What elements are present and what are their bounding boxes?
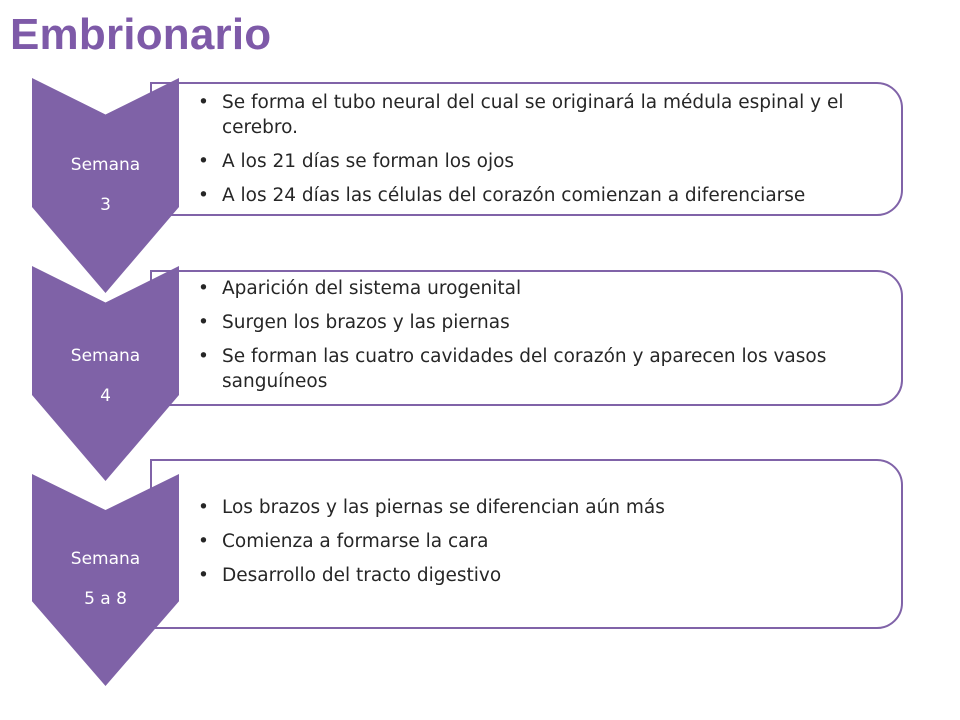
stage-label-word: Semana	[70, 549, 141, 569]
list-item: • A los 21 días se forman los ojos	[196, 149, 891, 174]
stage-box-week-3	[150, 82, 903, 216]
list-item: • Comienza a formarse la cara	[196, 529, 891, 554]
list-item: • Desarrollo del tracto digestivo	[196, 563, 891, 588]
list-item: • Los brazos y las piernas se diferencian aún más	[196, 495, 891, 520]
stage-items-week-5-8	[196, 495, 891, 597]
stage-label-week-4	[32, 336, 179, 416]
stage-box-week-4	[150, 270, 903, 406]
list-item: • Se forma el tubo neural del cual se originará la médula espinal y el cerebro.	[196, 90, 891, 140]
stage-items-week-3	[196, 90, 891, 217]
stage-label-word: Semana	[70, 346, 141, 366]
list-item: • A los 24 días las células del corazón comienzan a diferenciarse	[196, 183, 891, 208]
stage-label-word: Semana	[70, 155, 141, 175]
stage-label-week-3	[32, 145, 179, 225]
list-item: • Se forman las cuatro cavidades del corazón y aparecen los vasos sanguíneos	[196, 344, 891, 394]
stage-label-number: 4	[100, 386, 111, 406]
stage-items-week-4	[196, 276, 891, 403]
stage-label-number: 3	[100, 195, 111, 215]
stage-label-week-5-8	[32, 539, 179, 619]
list-item: • Aparición del sistema urogenital	[196, 276, 891, 301]
stage-box-week-5-8	[150, 459, 903, 629]
stage-label-number: 5 a 8	[84, 589, 127, 609]
list-item: • Surgen los brazos y las piernas	[196, 310, 891, 335]
page-title: Embrionario	[10, 10, 272, 59]
